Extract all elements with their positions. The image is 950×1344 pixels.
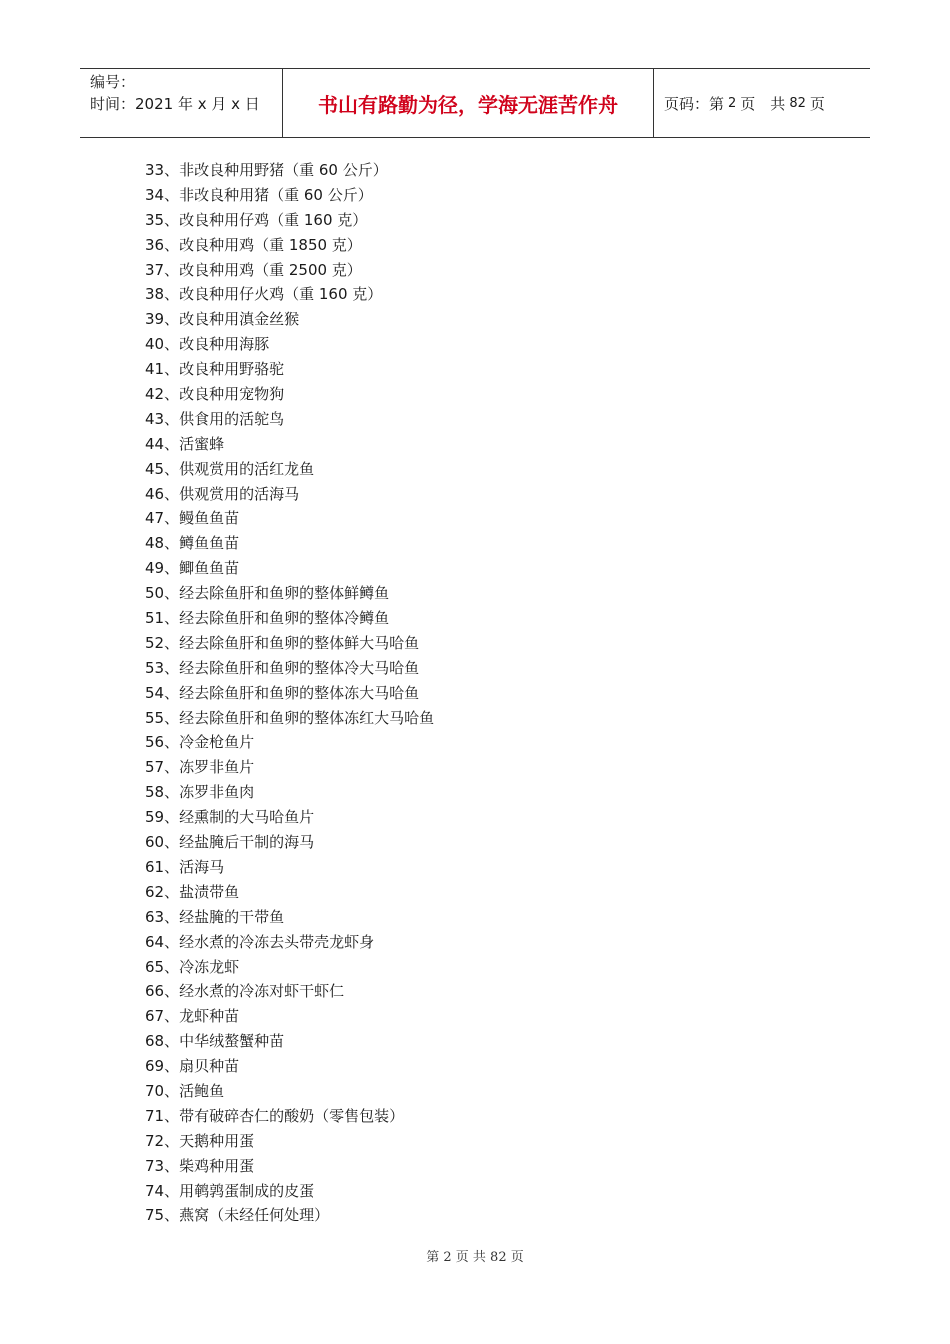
list-item: 66、经水煮的冷冻对虾干虾仁 <box>145 982 345 1001</box>
header-motto: 书山有路勤为径，学海无涯苦作舟 <box>282 69 654 137</box>
list-item: 62、盐渍带鱼 <box>145 882 240 901</box>
list-item: 42、改良种用宠物狗 <box>145 385 285 404</box>
list-item: 60、经盐腌后干制的海马 <box>145 833 315 852</box>
list-item: 48、鳟鱼鱼苗 <box>145 534 240 553</box>
list-item: 72、天鹅种用蛋 <box>145 1131 255 1150</box>
page-prefix: 页码：第 <box>664 94 725 113</box>
list-item: 52、经去除鱼肝和鱼卵的整体鲜大马哈鱼 <box>145 633 420 652</box>
list-item: 73、柴鸡种用蛋 <box>145 1156 255 1175</box>
list-item: 69、扇贝种苗 <box>145 1057 240 1076</box>
list-item: 37、改良种用鸡（重 2500 克） <box>145 260 362 279</box>
list-item: 65、冷冻龙虾 <box>145 957 240 976</box>
page-current: 2 <box>728 95 737 111</box>
list-item: 40、改良种用海豚 <box>145 335 270 354</box>
list-item: 35、改良种用仔鸡（重 160 克） <box>145 210 368 229</box>
list-item: 39、改良种用滇金丝猴 <box>145 310 300 329</box>
list-item: 53、经去除鱼肝和鱼卵的整体冷大马哈鱼 <box>145 658 420 677</box>
list-item: 71、带有破碎杏仁的酸奶（零售包装） <box>145 1106 405 1125</box>
list-item: 44、活蜜蜂 <box>145 434 225 453</box>
list-item: 64、经水煮的冷冻去头带壳龙虾身 <box>145 932 375 951</box>
list-item: 57、冻罗非鱼片 <box>145 758 255 777</box>
number-label: 编号： <box>90 73 136 91</box>
list-item: 38、改良种用仔火鸡（重 160 克） <box>145 285 383 304</box>
time-label: 时间：2021 年 x 月 x 日 <box>90 95 260 113</box>
page-mid: 页 共 <box>740 94 786 113</box>
list-item: 47、鳗鱼鱼苗 <box>145 509 240 528</box>
list-item: 36、改良种用鸡（重 1850 克） <box>145 235 362 254</box>
list-item: 33、非改良种用野猪（重 60 公斤） <box>145 161 388 179</box>
list-item: 51、经去除鱼肝和鱼卵的整体冷鳟鱼 <box>145 609 390 628</box>
page-suffix: 页 <box>809 94 825 113</box>
list-item: 63、经盐腌的干带鱼 <box>145 907 285 926</box>
page-total: 82 <box>789 95 806 111</box>
page-header <box>80 68 870 138</box>
list-item: 34、非改良种用猪（重 60 公斤） <box>145 185 373 204</box>
list-item: 43、供食用的活鸵鸟 <box>145 409 285 428</box>
list-item: 58、冻罗非鱼肉 <box>145 783 255 802</box>
list-item: 75、燕窝（未经任何处理） <box>145 1206 330 1225</box>
list-item: 46、供观赏用的活海马 <box>145 484 300 503</box>
list-item: 54、经去除鱼肝和鱼卵的整体冻大马哈鱼 <box>145 683 420 702</box>
list-item: 74、用鹌鹑蛋制成的皮蛋 <box>145 1181 315 1200</box>
list-item: 59、经熏制的大马哈鱼片 <box>145 808 315 827</box>
item-list <box>145 158 434 1228</box>
header-meta <box>80 69 282 137</box>
list-item: 68、中华绒螯蟹种苗 <box>145 1032 285 1051</box>
list-item: 55、经去除鱼肝和鱼卵的整体冻红大马哈鱼 <box>145 708 435 727</box>
page-footer: 第 2 页 共 82 页 <box>426 1250 524 1265</box>
list-item: 45、供观赏用的活红龙鱼 <box>145 459 315 478</box>
list-item: 50、经去除鱼肝和鱼卵的整体鲜鳟鱼 <box>145 584 390 603</box>
list-item: 70、活鲍鱼 <box>145 1081 225 1100</box>
list-item: 61、活海马 <box>145 857 225 876</box>
list-item: 41、改良种用野骆驼 <box>145 360 285 379</box>
list-item: 56、冷金枪鱼片 <box>145 733 255 752</box>
header-page-info <box>654 69 870 137</box>
list-item: 49、鲫鱼鱼苗 <box>145 559 240 578</box>
list-item: 67、龙虾种苗 <box>145 1007 240 1026</box>
